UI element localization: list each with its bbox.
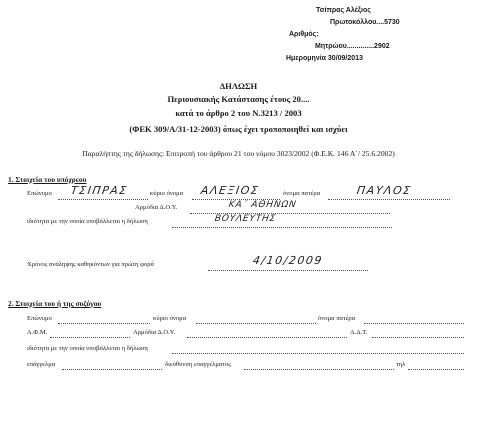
- header-protocol: Πρωτοκόλλου....5730: [330, 19, 400, 26]
- s2-surname-line: [58, 323, 150, 324]
- s1-doy-value: ΚΑ΄ ΑΘΗΝΩΝ: [228, 200, 298, 210]
- s2-phone-line: [408, 369, 464, 370]
- s2-capacity-line: [172, 353, 464, 354]
- document-title: ΔΗΛΩΣΗ: [219, 81, 258, 91]
- section1-heading: 1. Στοιχεία του υπόχρεου: [8, 175, 87, 184]
- header-date: Ημερομηνία 30/09/2013: [286, 55, 363, 62]
- s2-adt-line: [372, 337, 464, 338]
- gazette-reference: (ΦΕΚ 309/Α/31-12-2003) όπως έχει τροποποιηθεί και ισχύει: [129, 124, 348, 134]
- s2-profession-label: επάγγελμα: [27, 361, 56, 368]
- header-registry: Μητρώου..............2902: [315, 43, 390, 50]
- s1-surname-value: ΤΣΙΠΡΑΣ: [70, 184, 129, 197]
- section2-heading: 2. Στοιχεία του ή της συζύγου: [8, 299, 102, 308]
- header-number-label: Αριθμός:: [289, 31, 319, 38]
- s2-capacity-label: ιδιότητα με την οποία υποβάλλεται η δήλωση: [27, 345, 148, 352]
- s1-assumption-line: [208, 270, 368, 271]
- s2-afm-line: [50, 337, 130, 338]
- s1-father-value: ΠΑΥΛΟΣ: [356, 184, 413, 197]
- s2-firstname-label: κύριο όνομα: [153, 315, 187, 322]
- s2-father-line: [364, 323, 464, 324]
- s1-doy-label: Αρμόδια Δ.Ο.Υ.: [135, 204, 178, 211]
- s2-afm-label: Α.Φ.Μ.: [27, 329, 48, 336]
- s1-surname-line: [58, 199, 148, 200]
- header-name: Τσίπρας Αλέξιος: [316, 7, 371, 14]
- s1-father-label: όνομα πατέρα: [283, 190, 321, 197]
- s2-profession-line: [62, 369, 162, 370]
- s2-doy-label: Αρμόδια Δ.Ο.Υ.: [133, 329, 176, 336]
- s2-doy-line: [187, 337, 347, 338]
- s1-capacity-label: ιδιότητα με την οποία υποβάλλεται η δήλωση: [27, 218, 148, 225]
- s2-surname-label: Επώνυμο: [27, 315, 52, 322]
- s1-assumption-value: 4/10/2009: [252, 254, 324, 267]
- s1-firstname-label: κύριο όνομα: [150, 190, 184, 197]
- recipient-line: Παραλήπτης της δήλωσης: Επιτροπή του άρθρου 21 του νόμου 3023/2002 (Φ.Ε.Κ. 146 Α΄/ 25.6.2002): [82, 149, 395, 158]
- s1-surname-label: Επώνυμο: [27, 190, 52, 197]
- s1-firstname-value: ΑΛΕΞΙΟΣ: [200, 184, 261, 197]
- s2-address-line: [244, 369, 394, 370]
- law-reference: κατά το άρθρο 2 του Ν.3213 / 2003: [175, 108, 302, 118]
- s1-capacity-line: [172, 227, 392, 228]
- s2-firstname-line: [196, 323, 316, 324]
- s2-address-label: διεύθυνση επαγγέλματος: [165, 361, 231, 368]
- s1-father-line: [328, 199, 450, 200]
- s2-father-label: όνομα πατέρα: [318, 315, 356, 322]
- document-subtitle: Περιουσιακής Κατάστασης έτους 20....: [167, 94, 310, 104]
- s2-adt-label: Α.Δ.Τ.: [350, 329, 368, 336]
- s1-capacity-value: ΒΟΥΛΕΥΤΗΣ: [214, 214, 277, 224]
- s2-phone-label: τηλ: [396, 361, 406, 368]
- s1-assumption-label: Χρόνος ανάληψης καθηκόντων για πρώτη φορά: [27, 261, 154, 268]
